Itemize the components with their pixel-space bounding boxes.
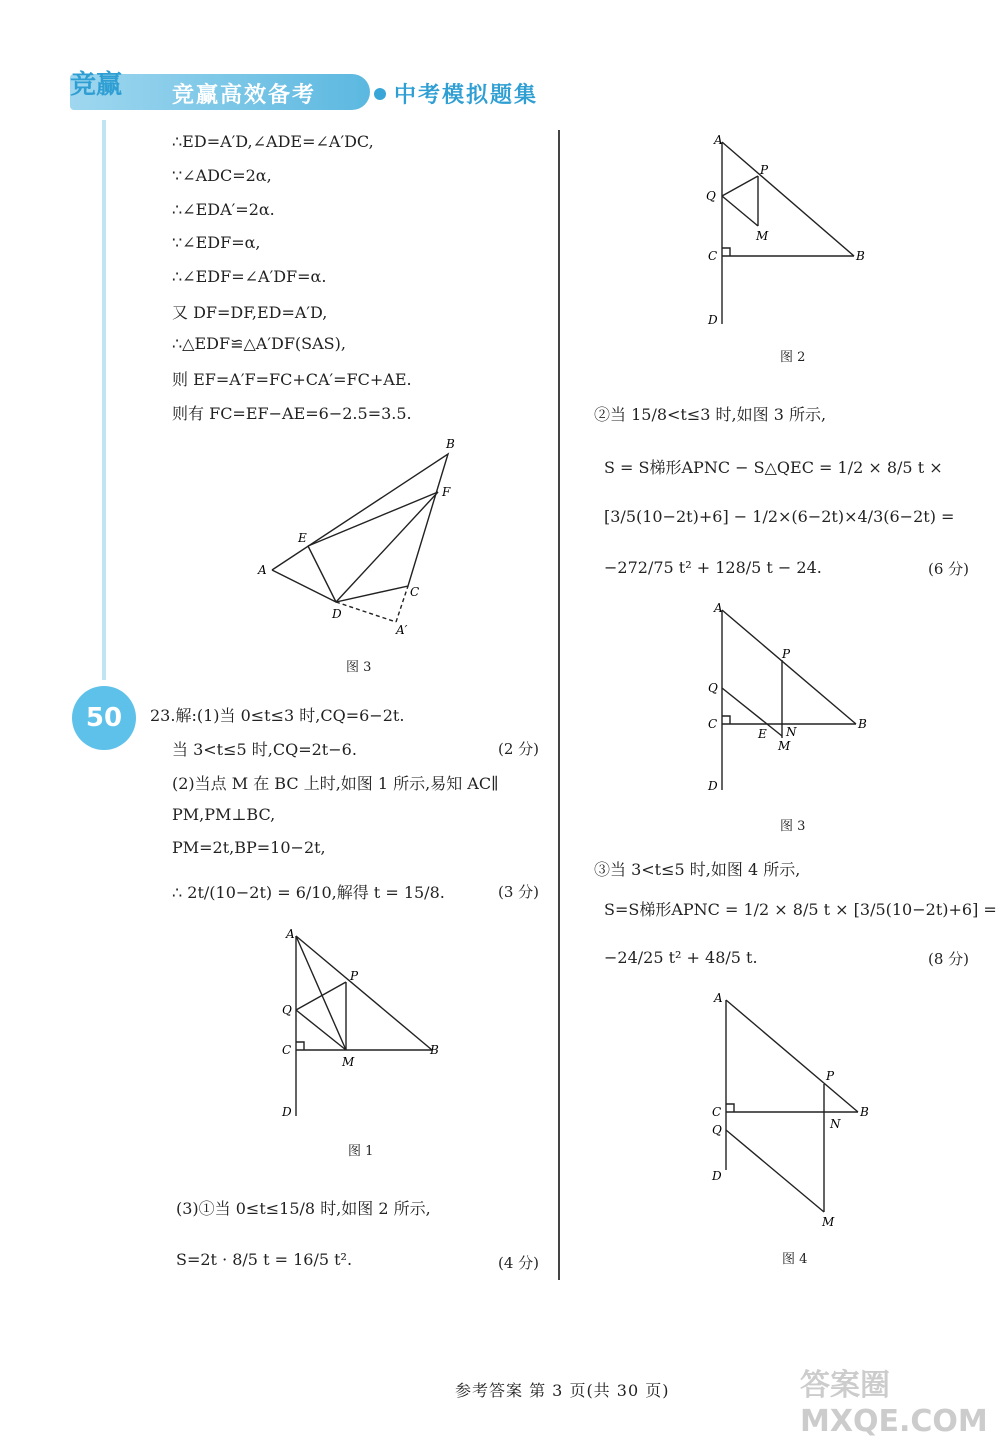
label-E: E <box>298 531 307 545</box>
label-A-prime: A′ <box>396 623 408 637</box>
brand-logo: 竞赢 <box>70 70 123 100</box>
score-label: (4 分) <box>498 1254 540 1272</box>
solution-line: S=2t · 8/5 t = 16/5 t². <box>176 1250 353 1269</box>
label-A: A <box>714 601 723 615</box>
score-label: (2 分) <box>498 740 540 758</box>
figure-4 <box>700 990 880 1230</box>
formula-line: −272/75 t² + 128/5 t − 24. <box>604 558 822 577</box>
formula-line: S=S梯形APNC = 1/2 × 8/5 t × [3/5(10−2t)+6] = <box>604 900 997 919</box>
bullet-dot-icon <box>374 88 386 100</box>
figure-2 <box>700 132 880 332</box>
proof-line: ∵∠EDF=α, <box>172 233 261 252</box>
label-Q: Q <box>282 1003 292 1017</box>
label-P: P <box>350 969 359 983</box>
figure-1 <box>276 926 456 1126</box>
figure-caption: 图 2 <box>780 350 806 365</box>
score-label: (3 分) <box>498 883 540 901</box>
label-M: M <box>778 739 791 753</box>
figure-caption: 图 3 <box>780 819 806 834</box>
proof-line: ∵∠ADC=2α, <box>172 166 272 185</box>
question-23-line: 23.解:(1)当 0≤t≤3 时,CQ=6−2t. <box>150 706 405 725</box>
label-C: C <box>410 585 420 599</box>
label-C: C <box>282 1043 292 1057</box>
formula-line: S = S梯形APNC − S△QEC = 1/2 × 8/5 t × <box>604 458 943 477</box>
label-P: P <box>760 163 769 177</box>
label-D: D <box>712 1169 722 1183</box>
label-Q: Q <box>708 681 718 695</box>
label-N: N <box>830 1117 841 1131</box>
label-P: P <box>782 647 791 661</box>
label-P: P <box>826 1069 835 1083</box>
solution-line: PM,PM⊥BC, <box>172 805 276 824</box>
proof-line: 则有 FC=EF−AE=6−2.5=3.5. <box>172 404 412 423</box>
figure-3-right <box>700 600 880 800</box>
label-D: D <box>708 313 718 327</box>
label-N: N <box>786 725 797 739</box>
label-D: D <box>708 779 718 793</box>
label-F: F <box>442 485 451 499</box>
proof-line: ∴∠EDF=∠A′DF=α. <box>172 267 327 286</box>
figure-caption: 图 1 <box>348 1144 374 1159</box>
label-Q: Q <box>706 189 716 203</box>
proof-line: 则 EF=A′F=FC+CA′=FC+AE. <box>172 370 412 389</box>
label-A: A <box>286 927 295 941</box>
label-B: B <box>430 1043 439 1057</box>
label-C: C <box>708 249 718 263</box>
label-M: M <box>342 1055 355 1069</box>
book-subtitle: 中考模拟题集 <box>394 83 539 108</box>
page-footer: 参考答案 第 3 页(共 30 页) <box>455 1381 670 1400</box>
solution-line: 当 3<t≤5 时,CQ=2t−6. <box>172 740 357 759</box>
label-D: D <box>332 607 342 621</box>
formula-line: −24/25 t² + 48/5 t. <box>604 948 758 967</box>
label-C: C <box>708 717 718 731</box>
formula-line: [3/5(10−2t)+6] − 1/2×(6−2t)×4/3(6−2t) = <box>604 507 955 526</box>
figure-caption: 图 4 <box>782 1252 808 1267</box>
solution-line: (3)①当 0≤t≤15/8 时,如图 2 所示, <box>176 1199 431 1218</box>
solution-line: ③当 3<t≤5 时,如图 4 所示, <box>594 860 801 879</box>
label-E: E <box>758 727 767 741</box>
column-divider <box>558 130 560 1280</box>
book-title: 竞赢高效备考 <box>172 83 317 108</box>
proof-line: 又 DF=DF,ED=A′D, <box>172 303 328 322</box>
solution-line: (2)当点 M 在 BC 上时,如图 1 所示,易知 AC∥ <box>172 774 499 793</box>
label-Q: Q <box>712 1123 722 1137</box>
label-B: B <box>446 437 455 451</box>
label-M: M <box>822 1215 835 1229</box>
label-B: B <box>858 717 867 731</box>
figure-3-left <box>250 430 470 640</box>
proof-line: ∴∠EDA′=2α. <box>172 200 275 219</box>
solution-line: ∴ 2t/(10−2t) = 6/10,解得 t = 15/8. <box>172 883 445 902</box>
label-C: C <box>712 1105 722 1119</box>
watermark: 答案圈 MXQE.COM <box>800 1368 988 1439</box>
label-B: B <box>860 1105 869 1119</box>
label-A: A <box>258 563 267 577</box>
label-A: A <box>714 133 723 147</box>
solution-line: PM=2t,BP=10−2t, <box>172 838 326 857</box>
solution-line: ②当 15/8<t≤3 时,如图 3 所示, <box>594 405 827 424</box>
label-M: M <box>756 229 769 243</box>
label-D: D <box>282 1105 292 1119</box>
proof-line: ∴ED=A′D,∠ADE=∠A′DC, <box>172 132 374 151</box>
score-label: (8 分) <box>928 950 970 968</box>
score-label: (6 分) <box>928 560 970 578</box>
label-B: B <box>856 249 865 263</box>
figure-caption: 图 3 <box>346 660 372 675</box>
label-A: A <box>714 991 723 1005</box>
proof-line: ∴△EDF≌△A′DF(SAS), <box>172 334 346 353</box>
side-decoration <box>102 120 106 680</box>
page-number-badge: 50 <box>72 686 136 750</box>
